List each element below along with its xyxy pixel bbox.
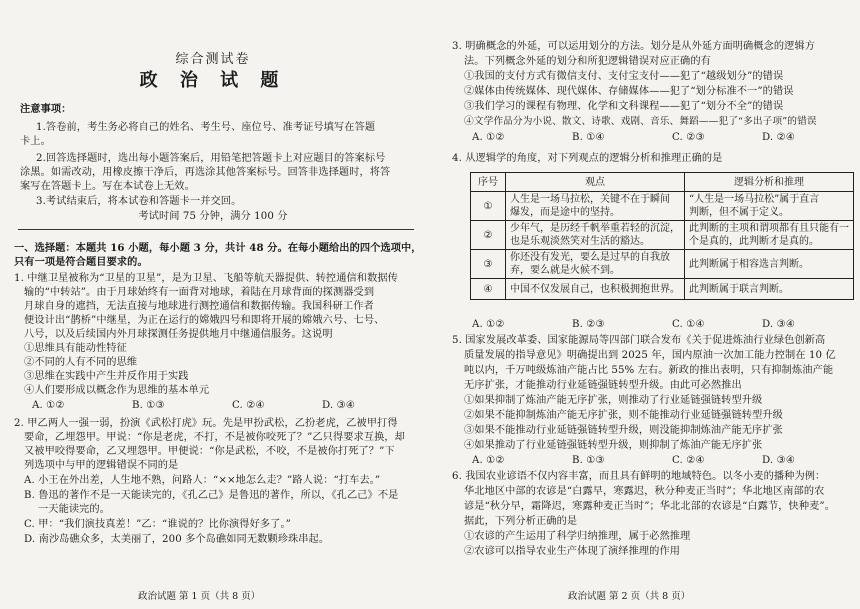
q2-option-b-cont: 一天能读完的。 [38, 504, 111, 515]
exam-time: 考试时间 75 分钟，满分 100 分 [138, 211, 288, 222]
q6-line: 谚是“秋分早，霜降迟，寒露种麦正当时”；华北北部的农谚是“白露节，快种麦”。 [464, 501, 836, 512]
row-number: ② [471, 221, 506, 250]
notice-line: 涂黑。如需改动，用橡皮擦干净后，再选涂其他答案标号。回答非选择题时，将答 [20, 167, 391, 178]
row-view [506, 250, 685, 279]
q5-line: 质量发展的指导意见》明确提出到 2025 年，国内原油一次加工能力控制在 10 亿 [464, 350, 836, 361]
cell-line: 爆发，而是途中的坚持。 [510, 207, 620, 218]
q1-line: 月球自身的遮挡，无法直接与地球进行测控通信和数据传输。我国科研工作者 [24, 301, 374, 312]
cell-line: 此判断属于联言判断。 [689, 283, 789, 295]
q3-choice: ②媒体由传统媒体、现代媒体、存储媒体——犯了“划分标准不一”的错误 [464, 86, 794, 97]
table-header: 观点 [506, 173, 685, 192]
notice-line: 3.考试结束后，将本试卷和答题卡一并交回。 [36, 196, 242, 207]
section-heading: 一、选择题：本题共 16 小题，每小题 3 分，共计 48 分。在每小题给出的四个选项中， [14, 242, 422, 254]
q5-choice: ③如果不能推动行业延链强链转型升级，则没能抑制炼油产能无序扩张 [464, 425, 783, 436]
q3-option-a: A. ①② [472, 132, 505, 143]
q5-option-c: C. ②④ [672, 455, 705, 466]
q2-line: 列选项中与甲的逻辑错误不同的是 [24, 460, 179, 471]
q5-option-a: A. ①② [472, 455, 505, 466]
q1-line: 输的“中转站”。由于月球始终有一面背对地球，着陆在月球背面的探测器受到 [24, 287, 375, 298]
notice-line: 案写在答题卡上。写在本试卷上无效。 [20, 181, 195, 192]
q6-line: 据此，下列分析正确的是 [464, 516, 578, 527]
cell-line: 也是乐观淡然笑对生活的豁达。 [510, 236, 650, 247]
table-row [471, 250, 854, 279]
q5-line: 无序扩张，才能推动行业延链强链转型升级。由此可必然推出 [464, 380, 742, 391]
q4-stem: 4. 从逻辑学的角度，对下列观点的逻辑分析和推理正确的是 [452, 153, 723, 164]
row-view [506, 221, 685, 250]
q3-option-d: D. ②④ [762, 132, 796, 143]
q2-option-c: C. 甲：“我们演技真差！”乙：“谁说的？比你演得好多了。” [24, 519, 291, 530]
cell-line: 你还没有发光，要么是过早的自我放 [510, 252, 670, 263]
q4-option-b: B. ②③ [572, 319, 605, 330]
table-header: 逻辑分析和推理 [685, 173, 854, 192]
q1-choice: ④人们要形成以概念作为思维的基本单元 [24, 385, 210, 396]
page-footer: 政治试题 第 1 页（共 8 页） [138, 591, 261, 602]
q1-choice: ③思维在实践中产生并反作用于实践 [24, 371, 189, 382]
subject-title: 政 治 试 题 [139, 70, 287, 91]
q4-option-c: C. ①④ [672, 319, 705, 330]
q3-line: 3. 明确概念的外延，可以运用划分的方法。划分是从外延方面明确概念的逻辑方 [452, 41, 816, 52]
q3-choice: ④文学作品分为小说、散文、诗歌、戏剧、音乐、舞蹈——犯了“多出子项”的错误 [464, 116, 817, 127]
cell-line: 弃，要么就是火候不到。 [510, 265, 620, 276]
cell-line: 少年气，是历经千帆举重若轻的沉淀， [510, 223, 680, 234]
row-view [506, 279, 685, 300]
q1-choice: ②不同的人有不同的思维 [24, 357, 138, 368]
q1-option-b: B. ①③ [132, 400, 165, 411]
notice-line: 2.回答选择题时，选出每小题答案后，用铅笔把答题卡上对应题目的答案标号 [36, 153, 386, 164]
q6-choice: ②农谚可以指导农业生产体现了演绎推理的作用 [464, 546, 681, 557]
q1-line: 便设计出“鹊桥”中继星，为正在运行的嫦娥四号和即将开展的嫦娥六号、七号、 [24, 315, 385, 326]
row-analysis [685, 192, 854, 221]
cell-line: 判断，但不属于定义。 [689, 207, 789, 218]
notice-line: 1.答卷前，考生务必将自己的姓名、考生号、座位号、准考证号填写在答题 [36, 122, 376, 133]
page-2 [446, 0, 860, 609]
cell-line: 中国不仅发展自己，也积极拥抱世界。 [510, 283, 680, 295]
q1-option-d: D. ③④ [322, 400, 356, 411]
q1-line: 八号，以及后续国内外月球探测任务提供地月中继通信服务。这说明 [24, 329, 333, 340]
row-analysis [685, 250, 854, 279]
cell-line: 人生是一场马拉松，关键不在于瞬间 [510, 194, 670, 205]
notice-heading: 注意事项： [20, 103, 72, 115]
row-number: ③ [471, 250, 506, 279]
row-analysis [685, 221, 854, 250]
table-row [471, 192, 854, 221]
q3-choice: ③我们学习的课程有物理、化学和文科课程——犯了“划分不全”的错误 [464, 101, 784, 112]
notice-line: 卡上。 [20, 136, 51, 147]
table-header-row [471, 173, 854, 192]
q2-line: 2. 甲乙两人一强一弱，扮演《武松打虎》玩。先是甲扮武松，乙扮老虎，乙被甲打得 [14, 418, 398, 429]
q3-option-c: C. ②③ [672, 132, 705, 143]
q6-line: 华北地区中部的农谚是“白露早，寒露迟，秋分种麦正当时”；华北地区南部的农 [464, 486, 825, 497]
cell-line: 个是真的，此判断才是真的。 [689, 236, 819, 247]
q1-option-c: C. ②④ [232, 400, 265, 411]
q5-option-b: B. ①③ [572, 455, 605, 466]
page-footer: 政治试题 第 2 页（共 8 页） [568, 591, 691, 602]
q6-line: 6. 我国农业谚语不仅内容丰富，而且具有鲜明的地域特色。以冬小麦的播种为例： [452, 471, 826, 482]
q5-choice: ④如果推动了行业延链强链转型升级，则抑制了炼油产能无序扩张 [464, 440, 763, 451]
q1-option-a: A. ①② [32, 400, 65, 411]
q4-option-a: A. ①② [472, 319, 505, 330]
page-1 [8, 0, 422, 609]
q4-option-d: D. ③④ [762, 319, 796, 330]
row-number: ④ [471, 279, 506, 300]
q1-line: 1. 中继卫星被称为“卫星的卫星”，是为卫星、飞船等航天器提供、转控通信和数据传 [14, 273, 398, 284]
cell-line: “人生是一场马拉松”属于直言 [689, 194, 820, 205]
q5-line: 5. 国家发展改革委、国家能源局等四部门联合发布《关于促进炼油行业绿色创新高 [452, 335, 826, 346]
q3-option-b: B. ①④ [572, 132, 605, 143]
row-view [506, 192, 685, 221]
cell-line: 此判断属于相容选言判断。 [689, 258, 809, 270]
q4-table [470, 172, 854, 300]
section-heading-cont: 只有一项是符合题目要求的。 [14, 256, 148, 268]
exam-title: 综合测试卷 [175, 52, 251, 67]
q1-choice: ①思维具有能动性特征 [24, 343, 127, 354]
divider [18, 229, 414, 230]
q5-option-d: D. ③④ [762, 455, 796, 466]
q5-line: 吨以内，千万吨级炼油产能占比 55% 左右。新政的推出表明，只有抑制炼油产能 [464, 365, 834, 376]
q5-choice: ②如果不能抑制炼油产能无序扩张，则不能推动行业延链强链转型升级 [464, 410, 783, 421]
table-row [471, 279, 854, 300]
q5-choice: ①如果抑制了炼油产能无序扩张，则推动了行业延链强链转型升级 [464, 395, 763, 406]
q6-choice: ①农谚的产生运用了科学归纳推理，属于必然推理 [464, 531, 691, 542]
q2-option-d: D. 南沙岛礁众多，太美丽了，200 多个岛礁如同无数颗珍珠串起。 [24, 534, 330, 545]
q3-line: 法。下列概念外延的划分和所犯逻辑错误对应正确的有 [464, 56, 711, 67]
table-header: 序号 [471, 173, 506, 192]
row-number: ① [471, 192, 506, 221]
q2-line: 又被甲咬得要命，乙又埋怨甲。甲便说：“你是武松，不咬，不是被你打死了？”下 [24, 446, 395, 457]
table-row [471, 221, 854, 250]
row-analysis [685, 279, 854, 300]
q3-choice: ①我国的支付方式有微信支付、支付宝支付——犯了“越级划分”的错误 [464, 71, 784, 82]
q2-option-b: B. 鲁迅的著作不是一天能读完的，《孔乙己》是鲁迅的著作，所以，《孔乙己》不是 [24, 490, 399, 501]
cell-line: 此判断的主项和谓项都有且只能有一 [689, 223, 849, 234]
q2-option-a: A. 小王在外出差，人生地不熟，问路人：“××地怎么走？”路人说：“打车去。” [24, 475, 381, 486]
q2-line: 要命，乙埋怨甲。甲说：“你是老虎，不打，不是被你咬死了？”乙只得要求互换，却 [24, 432, 405, 443]
